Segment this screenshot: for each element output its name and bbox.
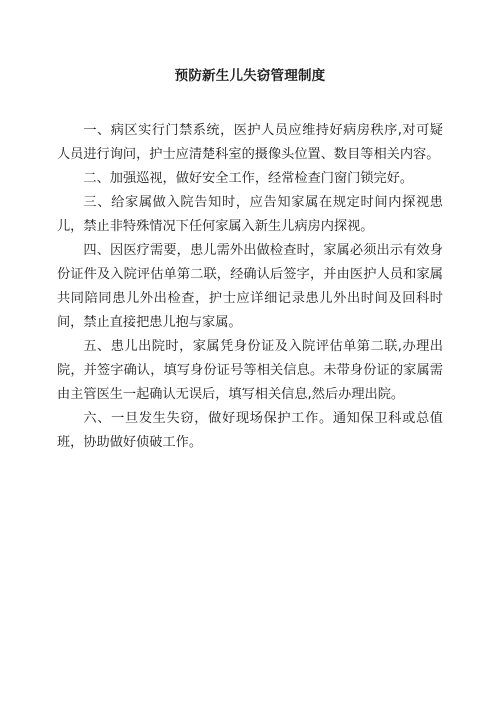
paragraph-6: 六、一旦发生失窃，做好现场保护工作。通知保卫科或总值班，协助做好侦破工作。 xyxy=(57,411,443,450)
paragraph-5: 五、患儿出院时，家属凭身份证及入院评估单第二联,办理出院，并签字确认，填写身份证号等相关信息。未带身份证的家属需由主管医生一起确认无误后，填写相关信息,然后办理出院。 xyxy=(57,339,443,402)
paragraph-2: 二、加强巡视，做好安全工作，经常检查门窗门锁完好。 xyxy=(83,171,414,186)
paragraph-4: 四、因医疗需要，患儿需外出做检查时，家属必须出示有效身份证件及入院评估单第二联，经确认后签字，并由医护人员和家属共同陪同患儿外出检查，护士应详细记录患儿外出时间及回科时间，禁止直接把患儿抱与家属。 xyxy=(57,243,443,330)
document-title: 预防新生儿失窃管理制度 xyxy=(174,68,326,84)
paragraph-1: 一、病区实行门禁系统，医护人员应维持好病房秩序,对可疑人员进行询问，护士应清楚科室的摄像头位置、数目等相关内容。 xyxy=(57,123,443,162)
paragraph-3: 三、给家属做入院告知时，应告知家属在规定时间内探视患儿，禁止非特殊情况下任何家属入新生儿病房内探视。 xyxy=(57,195,443,234)
document-body xyxy=(57,119,443,455)
